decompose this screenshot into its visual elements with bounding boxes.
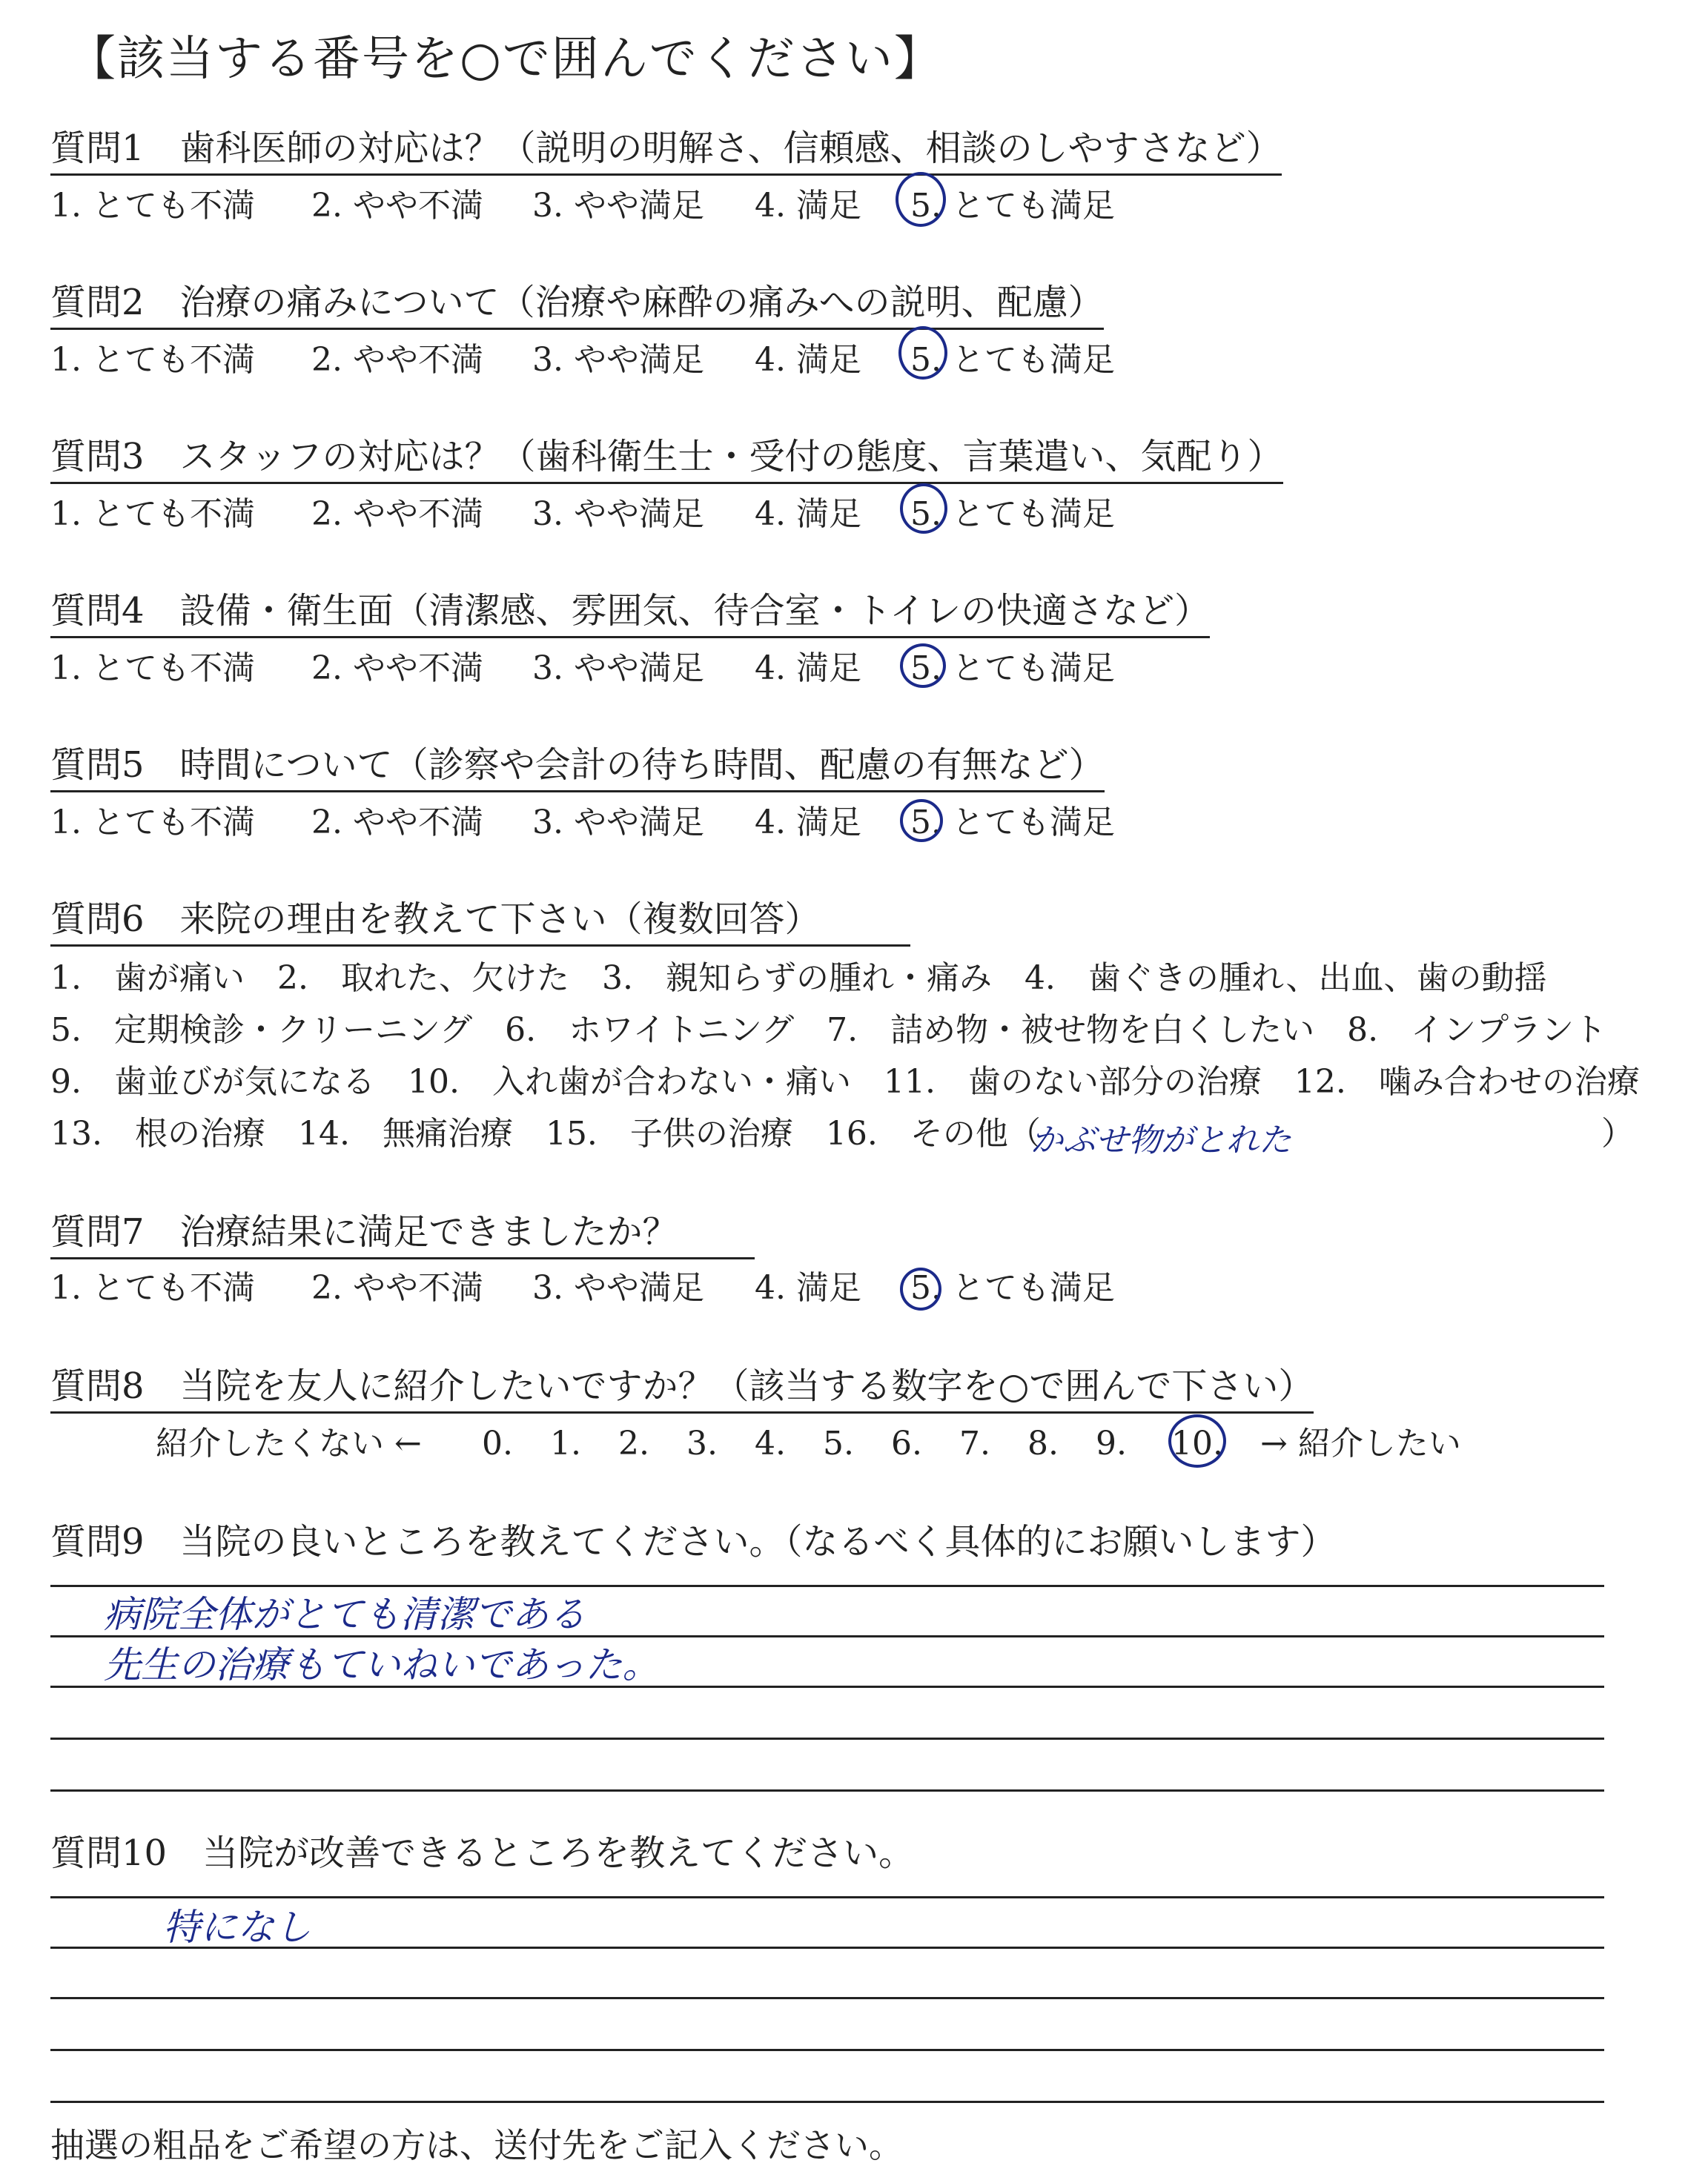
option-4[interactable]: 4. 満足: [755, 649, 861, 687]
scale-6[interactable]: 6.: [891, 1425, 922, 1463]
scale-7[interactable]: 7.: [959, 1425, 990, 1463]
option-5[interactable]: 5. とても満足: [910, 187, 1115, 225]
answer-line: [50, 1789, 1604, 1792]
option-1[interactable]: 1. とても不満: [50, 495, 255, 533]
handwritten-answer-line-1: 病院全体がとても清潔である: [104, 1593, 586, 1636]
scale-0[interactable]: 0.: [482, 1425, 513, 1463]
option-3[interactable]: 3. やや満足: [532, 649, 704, 687]
scale-1[interactable]: 1.: [550, 1425, 581, 1463]
reason-row-4[interactable]: 13. 根の治療 14. 無痛治療 15. 子供の治療 16. その他（: [50, 1115, 1041, 1153]
handwritten-answer-line-2: 先生の治療もていねいであった。: [104, 1643, 660, 1686]
question-label: 質問2 治療の痛みについて（治療や麻酔の痛みへの説明、配慮）: [50, 280, 1104, 330]
option-3[interactable]: 3. やや満足: [532, 1269, 704, 1307]
option-1[interactable]: 1. とても不満: [50, 187, 255, 225]
question-label: 質問4 設備・衛生面（清潔感、雰囲気、待合室・トイレの快適さなど）: [50, 589, 1210, 638]
option-1[interactable]: 1. とても不満: [50, 804, 255, 841]
question-label: 質問8 当院を友人に紹介したいですか？（該当する数字を○で囲んで下さい）: [50, 1364, 1314, 1414]
reason-row-1[interactable]: 1. 歯が痛い 2. 取れた、欠けた 3. 親知らずの腫れ・痛み 4. 歯ぐきの腫れ、出血、歯の動揺: [50, 959, 1547, 997]
option-4[interactable]: 4. 満足: [755, 495, 861, 533]
scale-5[interactable]: 5.: [823, 1425, 854, 1463]
answer-line: [50, 1738, 1604, 1740]
option-3[interactable]: 3. やや満足: [532, 187, 704, 225]
answer-line: [50, 2049, 1604, 2051]
reason-row-2[interactable]: 5. 定期検診・クリーニング 6. ホワイトニング 7. 詰め物・被せ物を白くしたい 8. インプラント: [50, 1011, 1607, 1049]
question-label: 質問9 当院の良いところを教えてください。（なるべく具体的にお願いします）: [50, 1521, 1337, 1563]
handwritten-answer-line-1: 特になし: [163, 1906, 311, 1949]
question-label: 質問5 時間について（診察や会計の待ち時間、配慮の有無など）: [50, 743, 1105, 792]
scale-8[interactable]: 8.: [1027, 1425, 1059, 1463]
option-4[interactable]: 4. 満足: [755, 804, 861, 841]
question-label: 質問3 スタッフの対応は？（歯科衛生士・受付の態度、言葉遣い、気配り）: [50, 434, 1283, 484]
scale-right-label: → 紹介したい: [1260, 1425, 1461, 1463]
option-1[interactable]: 1. とても不満: [50, 649, 255, 687]
selected-answer-circle: [1168, 1414, 1226, 1468]
option-4[interactable]: 4. 満足: [755, 341, 861, 379]
scale-3[interactable]: 3.: [686, 1425, 718, 1463]
option-1[interactable]: 1. とても不満: [50, 341, 255, 379]
option-2[interactable]: 2. やや不満: [311, 1269, 483, 1307]
answer-line: [50, 2101, 1604, 2103]
option-5[interactable]: 5. とても満足: [910, 649, 1115, 687]
option-2[interactable]: 2. やや不満: [311, 804, 483, 841]
option-2[interactable]: 2. やや不満: [311, 341, 483, 379]
selected-answer-circle: [900, 483, 947, 534]
scale-left-label: 紹介したくない ←: [156, 1425, 422, 1463]
option-2[interactable]: 2. やや不満: [311, 187, 483, 225]
option-4[interactable]: 4. 満足: [755, 187, 861, 225]
selected-answer-circle: [900, 643, 946, 688]
option-5[interactable]: 5. とても満足: [910, 804, 1115, 841]
option-2[interactable]: 2. やや不満: [311, 495, 483, 533]
question-label: 質問1 歯科医師の対応は？（説明の明解さ、信頼感、相談のしやすさなど）: [50, 126, 1282, 176]
scale-2[interactable]: 2.: [618, 1425, 649, 1463]
close-paren: ）: [1601, 1115, 1634, 1153]
page-title: 【該当する番号を○で囲んでください】: [68, 32, 943, 87]
selected-answer-circle: [898, 326, 947, 380]
footer-note: 抽選の粗品をご希望の方は、送付先をご記入ください。: [50, 2125, 903, 2165]
selected-answer-circle: [900, 799, 943, 842]
option-3[interactable]: 3. やや満足: [532, 341, 704, 379]
selected-answer-circle: [896, 172, 946, 227]
scale-9[interactable]: 9.: [1096, 1425, 1127, 1463]
option-5[interactable]: 5. とても満足: [910, 341, 1115, 379]
selected-answer-circle: [900, 1268, 941, 1311]
other-reason-handwriting: かぶせ物がとれた: [1030, 1122, 1291, 1159]
option-2[interactable]: 2. やや不満: [311, 649, 483, 687]
question-label: 質問6 来院の理由を教えて下さい（複数回答）: [50, 897, 910, 947]
option-1[interactable]: 1. とても不満: [50, 1269, 255, 1307]
option-5[interactable]: 5. とても満足: [910, 495, 1115, 533]
option-5[interactable]: 5. とても満足: [910, 1269, 1115, 1307]
scale-4[interactable]: 4.: [755, 1425, 786, 1463]
scale-10[interactable]: 10.: [1171, 1425, 1223, 1463]
option-3[interactable]: 3. やや満足: [532, 495, 704, 533]
question-label: 質問7 治療結果に満足できましたか？: [50, 1210, 755, 1259]
option-3[interactable]: 3. やや満足: [532, 804, 704, 841]
answer-line: [50, 1997, 1604, 1999]
question-label: 質問10 当院が改善できるところを教えてください。: [50, 1832, 915, 1874]
option-4[interactable]: 4. 満足: [755, 1269, 861, 1307]
reason-row-3[interactable]: 9. 歯並びが気になる 10. 入れ歯が合わない・痛い 11. 歯のない部分の治療 12. 噛み合わせの治療: [50, 1063, 1640, 1101]
